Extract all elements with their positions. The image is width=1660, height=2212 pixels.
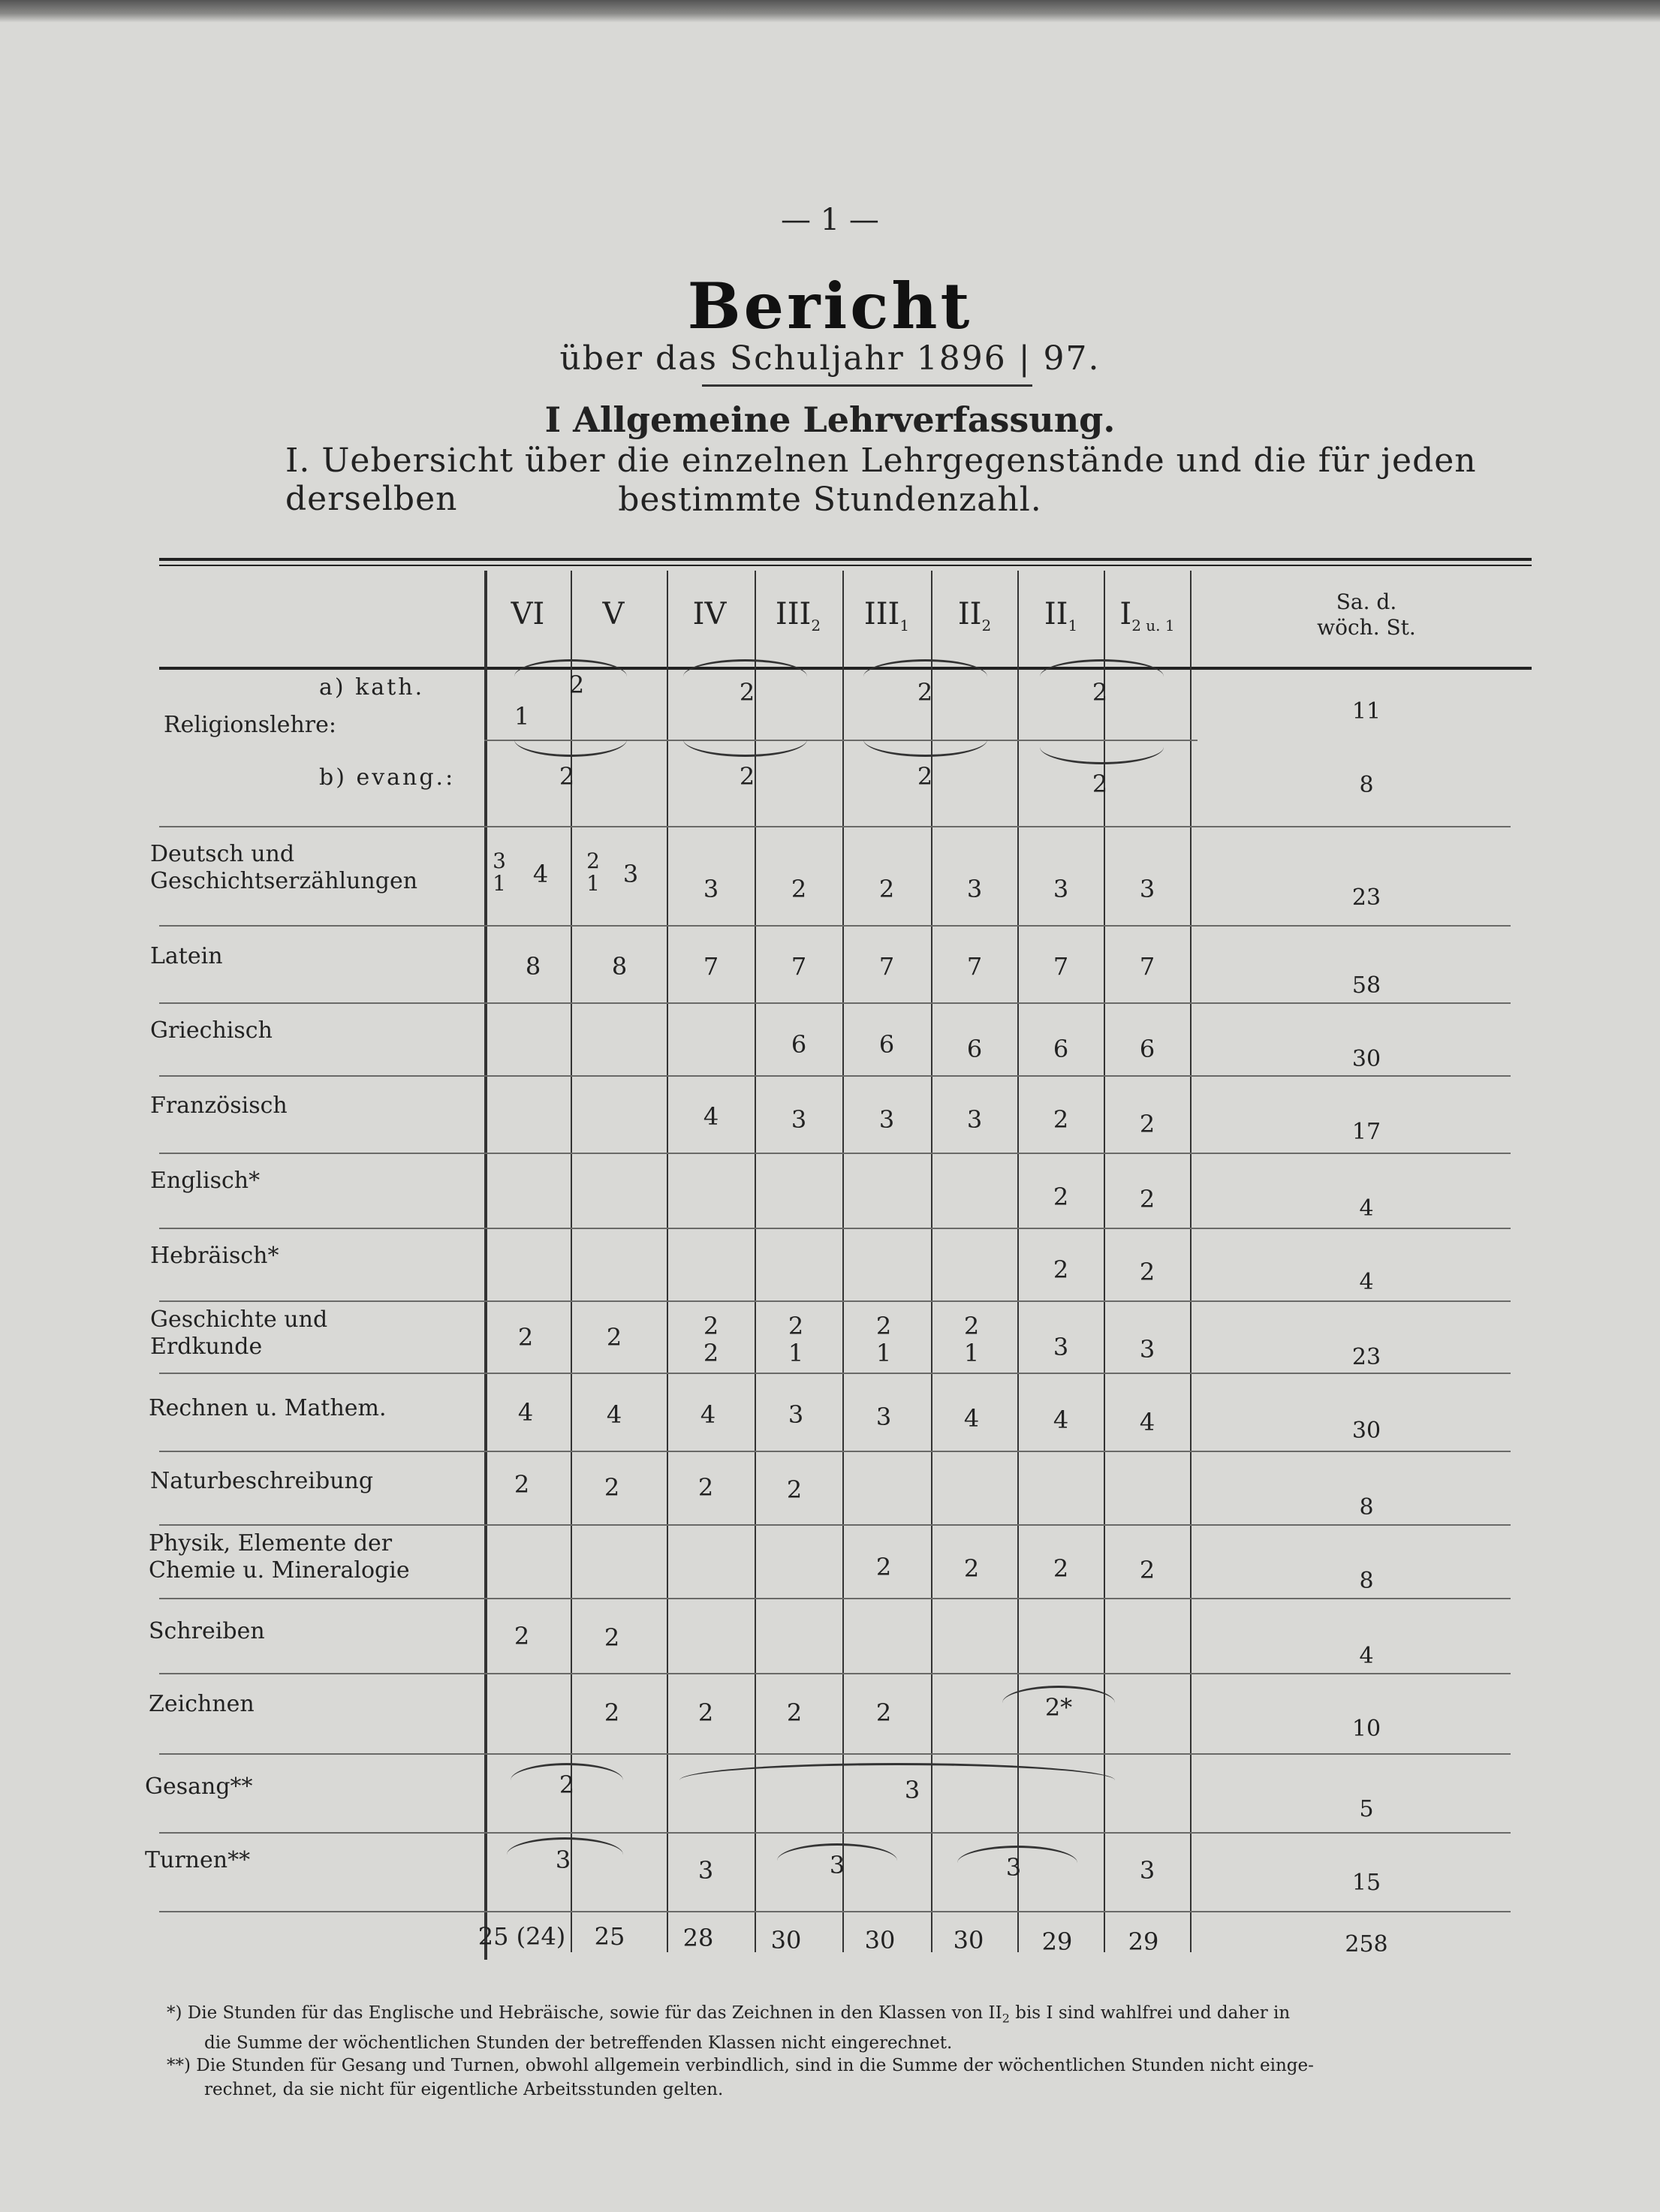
cell: 3 bbox=[875, 1403, 892, 1431]
page-subtitle: über das Schuljahr 1896 | 97. bbox=[559, 339, 1101, 378]
cell: 3 bbox=[555, 1846, 571, 1874]
cell: 2* bbox=[1044, 1693, 1073, 1722]
table-top-rule-2 bbox=[159, 565, 1532, 566]
cell: 3 bbox=[788, 1400, 804, 1429]
cell: 4 bbox=[1053, 1406, 1069, 1434]
row-line bbox=[159, 1075, 1511, 1077]
cell: 7 bbox=[703, 952, 719, 981]
cell: 2 1 bbox=[788, 1312, 804, 1367]
col-header-sum: Sa. d. wöch. St. bbox=[1317, 589, 1416, 640]
cell: 4 bbox=[606, 1400, 622, 1429]
row-sum: 11 bbox=[1351, 698, 1381, 725]
cell: 2 bbox=[604, 1473, 620, 1502]
cell: 2 bbox=[1139, 1185, 1155, 1213]
row-line bbox=[159, 1524, 1511, 1526]
row-line bbox=[159, 1598, 1511, 1599]
brace bbox=[1040, 659, 1164, 677]
row-sum: 4 bbox=[1359, 1269, 1374, 1295]
cell: 2 bbox=[875, 1553, 892, 1581]
cell: 2 bbox=[604, 1698, 620, 1727]
cell: 6 bbox=[878, 1030, 895, 1059]
cell: 7 bbox=[1053, 952, 1069, 981]
col-line bbox=[1017, 571, 1019, 1952]
row-sum: 8 bbox=[1359, 1494, 1374, 1520]
total-cell: 28 bbox=[682, 1924, 714, 1952]
cell: 2 bbox=[1053, 1105, 1069, 1134]
row-line bbox=[159, 1300, 1511, 1302]
row-line bbox=[159, 1451, 1511, 1452]
cell: 2 bbox=[1053, 1255, 1069, 1284]
cell: 2 bbox=[606, 1323, 622, 1352]
footnote-1: *) Die Stunden für das Englische und Hebräische, sowie für das Zeichnen in den Klassen von $II_2$ bis I sind wahlfrei und daher in die Summe der wöchentlichen Stunden der betreffenden Klassen nicht eingerechnet. bbox=[167, 2003, 1291, 2053]
table-top-rule bbox=[159, 558, 1532, 561]
cell: 3 bbox=[703, 875, 719, 903]
row-label-rechnen: Rechnen u. Mathem. bbox=[149, 1395, 387, 1421]
cell: 2 1 bbox=[586, 848, 600, 896]
cell: 2 bbox=[604, 1623, 620, 1652]
col-header-V: V bbox=[602, 597, 625, 631]
row-line bbox=[159, 826, 1511, 827]
row-label-physik: Physik, Elemente der Chemie u. Mineralogie bbox=[149, 1530, 410, 1584]
cell: 2 bbox=[559, 762, 575, 791]
cell: 4 bbox=[1139, 1408, 1155, 1436]
row-line bbox=[159, 1153, 1511, 1154]
row-sum: 8 bbox=[1359, 772, 1374, 798]
grand-total: 258 bbox=[1345, 1931, 1388, 1957]
row-line bbox=[159, 1673, 1511, 1674]
cell: 2 bbox=[1139, 1258, 1155, 1286]
cell: 8 bbox=[525, 952, 541, 981]
total-cell: 30 bbox=[953, 1926, 984, 1954]
brace bbox=[863, 740, 987, 757]
cell: 3 bbox=[1139, 1335, 1155, 1364]
row-label-naturbeschreibung: Naturbeschreibung bbox=[150, 1468, 374, 1494]
page-number: — 1 — bbox=[781, 203, 879, 237]
section-heading: I Allgemeine Lehrverfassung. bbox=[544, 399, 1116, 440]
cell: 2 bbox=[963, 1554, 980, 1583]
subsection-heading-line1: I. Uebersicht über die einzelnen Lehrgegenstände und die für jeden derselben bbox=[285, 441, 1477, 518]
scan-edge bbox=[0, 0, 1660, 23]
col-header-II2: $II_2$ bbox=[957, 597, 992, 634]
cell: 3 bbox=[1053, 1333, 1069, 1361]
cell: 3 bbox=[1139, 1856, 1155, 1885]
col-line bbox=[484, 571, 487, 1960]
cell: 2 bbox=[739, 762, 755, 791]
cell: 2 1 bbox=[963, 1312, 980, 1367]
cell: 3 bbox=[622, 860, 639, 888]
col-header-IV: IV bbox=[692, 597, 727, 631]
cell: 2 bbox=[875, 1698, 892, 1727]
total-cell: 30 bbox=[864, 1926, 896, 1954]
row-line bbox=[159, 925, 1511, 927]
header-bottom-rule bbox=[159, 667, 1532, 670]
cell: 3 bbox=[1053, 875, 1069, 903]
cell: 3 1 bbox=[493, 848, 506, 896]
cell: 2 bbox=[697, 1473, 714, 1502]
cell: 4 bbox=[532, 860, 549, 888]
row-sum: 23 bbox=[1351, 884, 1381, 911]
row-sum: 5 bbox=[1359, 1796, 1374, 1822]
cell: 4 bbox=[703, 1102, 719, 1131]
religion-label: Religionslehre: bbox=[164, 712, 336, 738]
subtitle-rule bbox=[702, 384, 1032, 387]
col-header-III2: $III_2$ bbox=[775, 597, 821, 634]
row-label-schreiben: Schreiben bbox=[149, 1618, 265, 1644]
total-cell: 25 (24) bbox=[478, 1922, 566, 1951]
cell: 2 bbox=[517, 1323, 534, 1352]
cell: 3 bbox=[791, 1105, 807, 1134]
row-sum: 30 bbox=[1351, 1046, 1381, 1072]
cell: 2 bbox=[917, 762, 933, 791]
row-line bbox=[159, 1002, 1511, 1004]
row-sum: 4 bbox=[1359, 1643, 1374, 1669]
row-sum: 4 bbox=[1359, 1195, 1374, 1222]
cell: 6 bbox=[966, 1035, 983, 1063]
total-cell: 29 bbox=[1128, 1927, 1159, 1956]
cell: 6 bbox=[1139, 1035, 1155, 1063]
total-cell: 25 bbox=[594, 1922, 625, 1951]
cell: 2 bbox=[1092, 770, 1108, 798]
cell: 4 bbox=[700, 1400, 716, 1429]
cell: 7 bbox=[791, 952, 807, 981]
cell: 3 bbox=[966, 875, 983, 903]
page-title: Bericht bbox=[687, 269, 973, 343]
cell: 2 bbox=[1053, 1183, 1069, 1211]
col-header-III1: $III_1$ bbox=[863, 597, 910, 634]
row-label-griechisch: Griechisch bbox=[150, 1017, 273, 1044]
religion-evang-label: b) evang.: bbox=[319, 764, 456, 791]
cell: 2 bbox=[514, 1470, 530, 1499]
brace bbox=[1040, 747, 1164, 764]
cell: 2 bbox=[1053, 1554, 1069, 1583]
row-line bbox=[159, 1832, 1511, 1834]
cell: 2 bbox=[791, 875, 807, 903]
row-sum: 15 bbox=[1351, 1870, 1381, 1896]
row-label-gesang: Gesang** bbox=[145, 1774, 253, 1800]
cell: 2 1 bbox=[875, 1312, 892, 1367]
cell: 2 2 bbox=[703, 1312, 719, 1367]
row-sum: 17 bbox=[1351, 1119, 1381, 1145]
cell: 3 bbox=[1139, 875, 1155, 903]
cell: 3 bbox=[878, 1105, 895, 1134]
row-line bbox=[159, 1228, 1511, 1229]
col-line bbox=[842, 571, 844, 1952]
row-label-englisch: Englisch* bbox=[150, 1168, 261, 1194]
cell: 2 bbox=[917, 678, 933, 707]
cell: 7 bbox=[878, 952, 895, 981]
cell: 3 bbox=[697, 1856, 714, 1885]
row-sum: 58 bbox=[1351, 972, 1381, 999]
cell: 7 bbox=[1139, 952, 1155, 981]
row-sum: 10 bbox=[1351, 1716, 1381, 1742]
cell: 7 bbox=[966, 952, 983, 981]
row-line bbox=[159, 1753, 1511, 1755]
religion-kath-label: a) kath. bbox=[319, 674, 425, 701]
cell: 2 bbox=[786, 1698, 803, 1727]
brace bbox=[683, 659, 807, 677]
cell: 6 bbox=[1053, 1035, 1069, 1063]
subsection-heading-line2: bestimmte Stundenzahl. bbox=[618, 481, 1042, 519]
total-cell: 29 bbox=[1041, 1927, 1073, 1956]
total-cell: 30 bbox=[770, 1926, 802, 1954]
row-label-geschichte: Geschichte und Erdkunde bbox=[150, 1306, 328, 1360]
brace bbox=[514, 740, 627, 757]
row-label-franzoesisch: Französisch bbox=[150, 1092, 288, 1119]
cell: 2 bbox=[1092, 678, 1108, 707]
cell: 2 bbox=[568, 671, 585, 699]
cell: 2 bbox=[739, 678, 755, 707]
cell: 3 bbox=[829, 1851, 845, 1879]
cell: 1 bbox=[514, 702, 530, 731]
col-header-I: $I_{2 u. 1}$ bbox=[1119, 597, 1175, 634]
cell: 2 bbox=[1139, 1110, 1155, 1138]
cell: 6 bbox=[791, 1030, 807, 1059]
col-header-II1: $II_1$ bbox=[1044, 597, 1078, 634]
row-line bbox=[159, 1911, 1511, 1912]
cell: 2 bbox=[786, 1475, 803, 1504]
brace bbox=[863, 659, 987, 677]
cell: 2 bbox=[878, 875, 895, 903]
brace bbox=[683, 740, 807, 757]
row-label-turnen: Turnen** bbox=[145, 1847, 251, 1873]
cell: 3 bbox=[966, 1105, 983, 1134]
cell: 2 bbox=[559, 1771, 575, 1799]
row-sum: 8 bbox=[1359, 1568, 1374, 1594]
cell: 2 bbox=[697, 1698, 714, 1727]
cell: 8 bbox=[611, 952, 628, 981]
cell: 2 bbox=[1139, 1556, 1155, 1584]
row-label-deutsch: Deutsch und Geschichtserzählungen bbox=[150, 841, 418, 894]
col-header-VI: VI bbox=[511, 597, 545, 631]
cell: 4 bbox=[963, 1404, 980, 1433]
row-sum: 30 bbox=[1351, 1418, 1381, 1444]
cell: 2 bbox=[514, 1622, 530, 1650]
row-label-latein: Latein bbox=[150, 943, 223, 969]
cell: 3 bbox=[1005, 1853, 1022, 1882]
row-sum: 23 bbox=[1351, 1344, 1381, 1370]
cell: 3 bbox=[904, 1776, 920, 1804]
footnote-2: **) Die Stunden für Gesang und Turnen, obwohl allgemein verbindlich, sind in die Summe der wöchentlichen Stunden nicht einge- rechnet, da sie nicht für eigentliche Arbeitsstunden gelten. bbox=[167, 2056, 1314, 2099]
row-label-zeichnen: Zeichnen bbox=[149, 1691, 255, 1717]
col-line bbox=[1190, 571, 1192, 1952]
cell: 4 bbox=[517, 1398, 534, 1427]
row-line bbox=[159, 1373, 1511, 1374]
col-line bbox=[667, 571, 668, 1952]
row-label-hebraeisch: Hebräisch* bbox=[150, 1243, 279, 1269]
